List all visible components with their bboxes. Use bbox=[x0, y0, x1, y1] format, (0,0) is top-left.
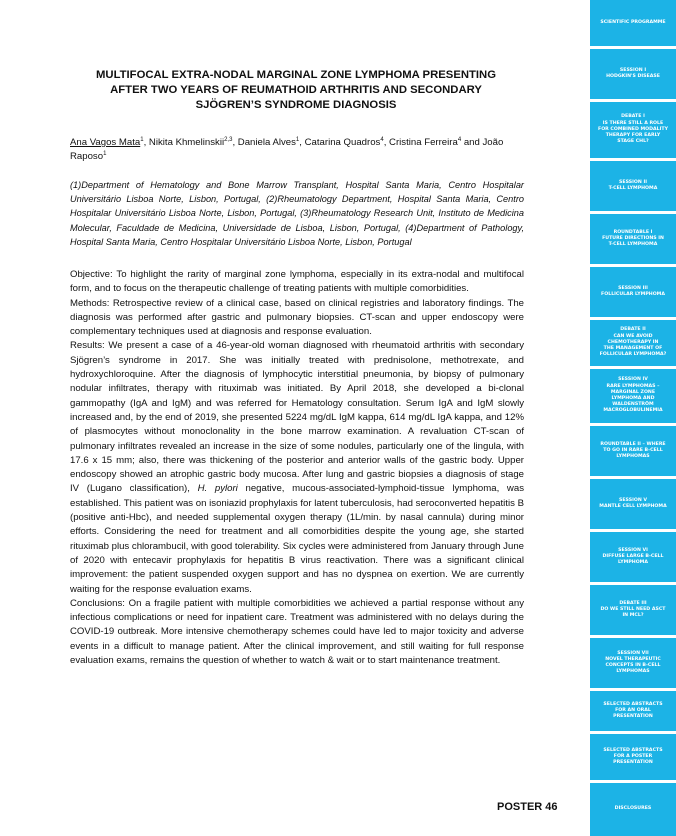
author-affiliation-mark: 1 bbox=[295, 136, 300, 143]
author-name: Ana Vagos Mata bbox=[70, 137, 141, 148]
sidebar-item-poster-abstracts[interactable] bbox=[590, 734, 676, 780]
sidebar-item-label: SELECTED ABSTRACTS FOR AN ORAL PRESENTATION bbox=[603, 701, 663, 720]
author-name: João Raposo bbox=[70, 137, 504, 162]
sidebar-item-label: SESSION V MANTLE CELL LYMPHOMA bbox=[599, 497, 667, 509]
sidebar-item-debate-1[interactable] bbox=[590, 102, 676, 158]
results-paragraph bbox=[70, 339, 524, 596]
section-sidebar bbox=[590, 0, 676, 836]
sidebar-item-label: SESSION VI DIFFUSE LARGE B-CELL LYMPHOMA bbox=[602, 547, 664, 566]
sidebar-item-label: SESSION II T-CELL LYMPHOMA bbox=[608, 179, 658, 191]
sidebar-item-scientific-programme[interactable] bbox=[590, 0, 676, 46]
sidebar-item-label: ROUNDTABLE I FUTURE DIRECTIONS IN T-CELL LYMPHOMA bbox=[602, 229, 664, 248]
sidebar-item-label: SESSION IV RARE LYMPHOMAS – MARGINAL ZONE LYMPHOMA AND WALDENSTRÖM MACROGLOBULINEMIA bbox=[603, 377, 663, 414]
author-separator: and bbox=[461, 137, 483, 148]
author-affiliation-mark: 1 bbox=[103, 150, 107, 157]
sidebar-item-label: SELECTED ABSTRACTS FOR A POSTER PRESENTATION bbox=[603, 747, 663, 766]
sidebar-item-label: DISCLOSURES bbox=[614, 806, 652, 812]
sidebar-item-session-2[interactable] bbox=[590, 161, 676, 211]
sidebar-item-label: SESSION III FOLLICULAR LYMPHOMA bbox=[601, 285, 665, 297]
abstract-title: MULTIFOCAL EXTRA-NODAL MARGINAL ZONE LYMPHOMA PRESENTING AFTER TWO YEARS OF REUMATHOID ARTHRITIS AND SECONDARY SJÖGREN’S SYNDROME DIAGNOSIS bbox=[96, 69, 496, 111]
sidebar-item-session-1[interactable] bbox=[590, 49, 676, 99]
author-affiliation-mark: 2,3 bbox=[224, 136, 233, 143]
sidebar-item-label: DEBATE II CAN WE AVOID CHEMOTHERAPY IN THE MANAGEMENT OF FOLLICULAR LYMPHOMA? bbox=[599, 327, 667, 358]
poster-number: POSTER 46 bbox=[497, 801, 558, 813]
abstract-body bbox=[70, 268, 524, 668]
objective-paragraph: Objective: To highlight the rarity of marginal zone lymphoma, especially in its extra-nodal and multifocal form, and to focus on the therapeutic challenge of treating patients with multiple comorbidities. bbox=[70, 269, 524, 295]
sidebar-item-debate-3[interactable] bbox=[590, 585, 676, 635]
author-separator: , bbox=[299, 137, 305, 148]
author-separator: , bbox=[232, 137, 238, 148]
author-name: Nikita Khmelinskii bbox=[148, 137, 225, 148]
results-species-name: H. pylori bbox=[197, 483, 238, 495]
author-name: Daniela Alves bbox=[237, 137, 296, 148]
sidebar-item-session-4[interactable] bbox=[590, 369, 676, 423]
results-text-start: Results: We present a case of a 46-year-old woman diagnosed with rheumatoid arthritis with secondary Sjögren’s syndrome in 2017. She was initially treated with prednisolone, methotrexate, and hydroxychloroquine. After the diagnosis of lymphocytic interstitial pneumonia, by biopsy of pulmonary nodular infiltrates, therapy with rituximab was initiated. By April 2018, she developed a bi-clonal gammopathy (IgA and IgM) and was referred for Hematology consultation. Serum IgA and IgM slowly increased and, by the end of 2019, she presented 5224 mg/dL IgM kappa, 614 mg/dL IgA kappa, and 12% of plasmocytes without monoclonality in the bone marrow examination. A revaluation CT-scan of pulmonary infiltrates revealed an increase in the size of some nodules, particularly one of the lingula, with 17.6 x 15 mm; also, there was thickening of the posterior and anterior walls of the gastric body. Upper endoscopy showed an atrophic gastric body mucosa. After lung and gastric biopsies a diagnosis of stage IV (Lugano classification), bbox=[70, 340, 524, 495]
author-affiliation-mark: 4 bbox=[380, 136, 384, 143]
sidebar-item-label: SESSION VII NOVEL THERAPEUTIC CONCEPTS IN B-CELL LYMPHOMAS bbox=[605, 650, 661, 675]
conclusions-paragraph: Conclusions: On a fragile patient with multiple comorbidities we achieved a partial response without any infectious complications or need for inpatient care. Treatment was administered with no delays during the COVID-19 outbreak. More intensive chemotherapy schemes could have led to major toxicity and adverse events in a difficult to manage patient. After the clinical improvement, and still waiting for full response evaluation exams, remains the question of whether to watch & wait or to start maintenance treatment. bbox=[70, 597, 524, 667]
author-name: Catarina Quadros bbox=[304, 137, 381, 148]
author-list bbox=[70, 136, 524, 164]
results-text-end: negative, mucous-associated-lymphoid-tissue lymphoma, was established. This patient was on isoniazid prophylaxis for latent tuberculosis, had seroconverted hepatitis B (positive anti-Hbc), and needed supplemental oxygen therapy (1L/min. by nasal cannula) during minor efforts. Considering the need for treatment and all comorbidities despite the young age, she started rituximab plus chlorambucil, with good tolerability. Six cycles were administered from January through June of 2020 with entecavir prophylaxis for hepatitis B virus reactivation. There was a significant clinical improvement: the patient suspended oxygen support and has no dyspnea on exertion. We are currently waiting for the response evaluation exams. bbox=[70, 483, 524, 595]
author-affiliation-mark: 1 bbox=[140, 136, 144, 143]
sidebar-item-oral-abstracts[interactable] bbox=[590, 691, 676, 731]
sidebar-item-session-7[interactable] bbox=[590, 638, 676, 688]
sidebar-item-label: SESSION I HODGKIN'S DISEASE bbox=[606, 67, 660, 79]
author-separator: , bbox=[383, 137, 390, 148]
author-name: Cristina Ferreira bbox=[389, 137, 458, 148]
sidebar-item-session-6[interactable] bbox=[590, 532, 676, 582]
sidebar-item-roundtable-2[interactable] bbox=[590, 426, 676, 476]
sidebar-item-label: SCIENTIFIC PROGRAMME bbox=[600, 19, 666, 25]
affiliations: (1)Department of Hematology and Bone Marrow Transplant, Hospital Santa Maria, Centro Hospitalar Universitário Lisboa Norte, Lisbon, Portugal, (2)Rheumatology Department, Hospital Santa Maria, Centro Hospitalar Universitário Lisboa Norte, Lisbon, Portugal, (3)Rheumatology Research Unit, Instituto de Medicina Molecular, Faculdade de Medicina, Universidade de Lisboa, Lisbon, Portugal, (4)Department of Pathology, Hospital Santa Maria, Centro Hospitalar Universitário Lisboa Norte, Lisbon, Portugal bbox=[70, 180, 524, 247]
sidebar-item-roundtable-1[interactable] bbox=[590, 214, 676, 264]
sidebar-item-debate-2[interactable] bbox=[590, 320, 676, 366]
sidebar-item-label: ROUNDTABLE II – WHERE TO GO IN RARE B-CELL LYMPHOMAS bbox=[600, 441, 666, 460]
sidebar-item-disclosures[interactable] bbox=[590, 783, 676, 836]
sidebar-item-label: DEBATE III DO WE STILL NEED ASCT IN MCL? bbox=[600, 600, 666, 619]
sidebar-item-session-3[interactable] bbox=[590, 267, 676, 317]
author-separator: , bbox=[143, 137, 149, 148]
sidebar-item-session-5[interactable] bbox=[590, 479, 676, 529]
author-affiliation-mark: 4 bbox=[457, 136, 462, 143]
sidebar-item-label: DEBATE I IS THERE STILL A ROLE FOR COMBINED MODALITY THERAPY FOR EARLY STAGE CHL? bbox=[598, 114, 668, 145]
methods-paragraph: Methods: Retrospective review of a clinical case, based on clinical registries and laboratory findings. The diagnosis was performed after gastric and pulmonary biopsies. CT-scan and upper endoscopy were complementary techniques used at diagnosis and response evaluation. bbox=[70, 297, 524, 338]
